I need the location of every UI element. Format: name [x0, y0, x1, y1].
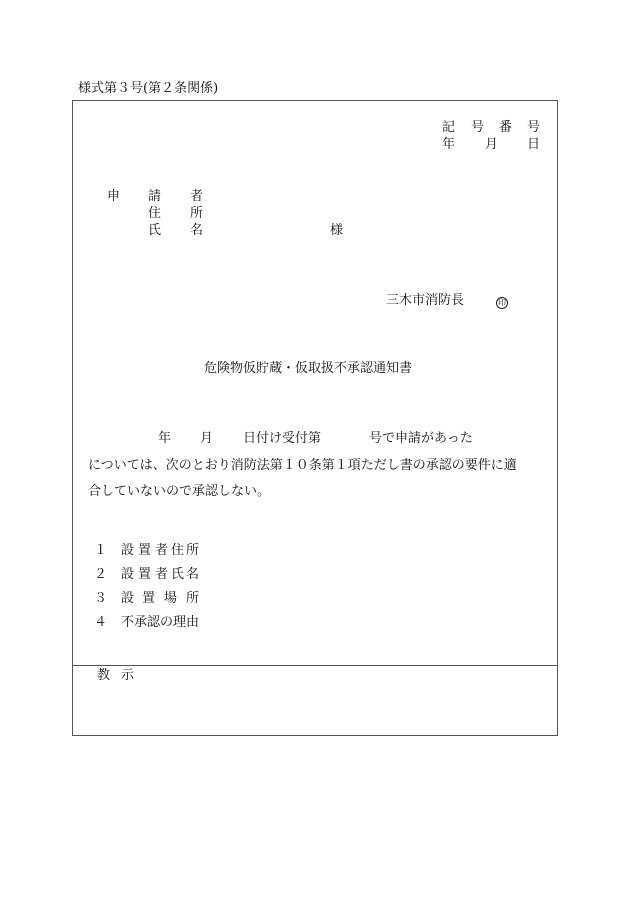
record-number-char: 記	[442, 120, 456, 135]
record-number-char: 号	[471, 120, 485, 135]
item-number: ２	[94, 567, 108, 582]
applicant-title-char: 請	[148, 189, 162, 204]
instruction-char: 示	[121, 668, 135, 683]
applicant-title-char: 申	[107, 189, 121, 204]
form-label: 様式第３号(第２条関係)	[78, 81, 219, 96]
applicant-name-char: 名	[190, 223, 204, 238]
applicant-address-char: 住	[148, 206, 162, 221]
body-line1-part: 日付け受付第	[243, 431, 322, 446]
item-char: 住	[171, 543, 185, 558]
item-number: ３	[94, 591, 108, 606]
document-title: 危険物仮貯蔵・仮取扱不承認通知書	[204, 361, 413, 376]
item-char: 者	[155, 567, 169, 582]
body-line1-part: 年	[158, 431, 172, 446]
item-char: 設	[121, 543, 135, 558]
item-char: 設	[121, 567, 135, 582]
body-line2: については、次のとおり消防法第１０条第１項ただし書の承認の要件に適	[88, 458, 517, 473]
item-label: 不承認の理由	[121, 615, 200, 630]
body-line3: 合していないので承認しない。	[88, 484, 271, 499]
item-char: 置	[142, 591, 156, 606]
instruction-char: 教	[97, 668, 111, 683]
date-char: 年	[442, 137, 456, 152]
body-line1-part: 月	[200, 431, 214, 446]
honorific: 様	[330, 223, 344, 238]
item-char: 置	[138, 567, 152, 582]
body-line1-part: 号で申請があった	[369, 431, 473, 446]
item-char: 所	[186, 591, 200, 606]
item-char: 場	[164, 591, 178, 606]
applicant-title-char: 者	[190, 189, 204, 204]
date-char: 月	[485, 137, 499, 152]
seal-mark	[496, 294, 508, 310]
record-number-char: 号	[527, 120, 541, 135]
item-char: 所	[186, 543, 200, 558]
instruction-divider	[72, 665, 558, 666]
item-char: 者	[155, 543, 169, 558]
applicant-address-char: 所	[190, 206, 204, 221]
item-char: 置	[138, 543, 152, 558]
item-char: 設	[121, 591, 135, 606]
item-char: 名	[186, 567, 200, 582]
document-frame	[72, 100, 558, 736]
date-char: 日	[527, 137, 541, 152]
applicant-name-char: 氏	[148, 223, 162, 238]
issuer-title: 三木市消防長	[386, 293, 465, 308]
record-number-char: 番	[499, 120, 513, 135]
seal-char: 印	[498, 298, 506, 307]
item-char: 氏	[171, 567, 185, 582]
item-number: １	[94, 543, 108, 558]
item-number: ４	[94, 615, 108, 630]
